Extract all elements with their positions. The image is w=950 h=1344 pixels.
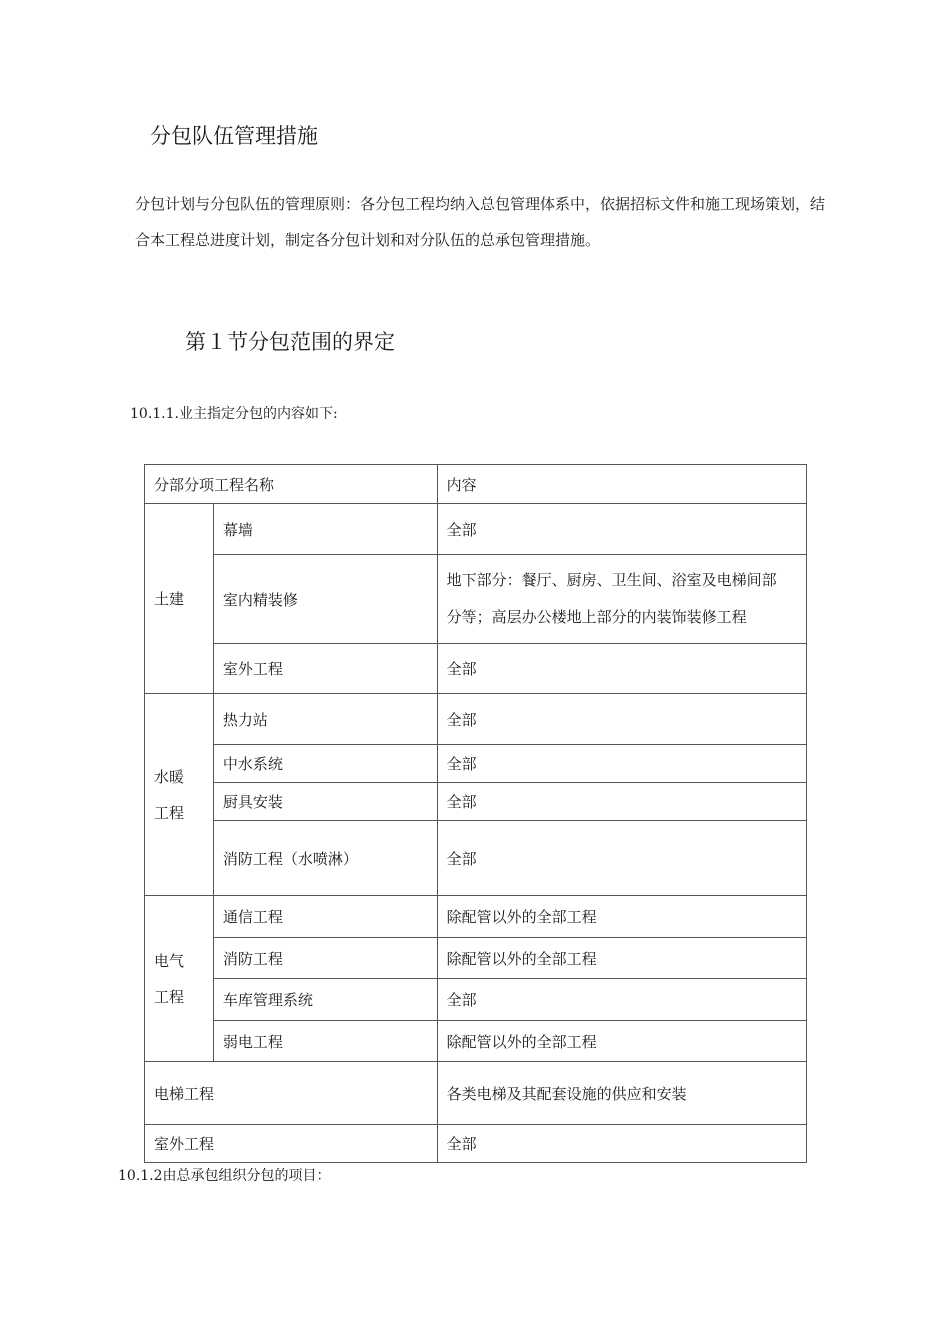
item-name-cell: 厨具安装 xyxy=(213,783,437,821)
table-row xyxy=(145,745,807,783)
item-content-cell: 全部 xyxy=(437,783,806,821)
table-row xyxy=(145,1021,807,1062)
table-row xyxy=(145,644,807,694)
item-name-cell: 消防工程 xyxy=(213,938,437,979)
table-row xyxy=(145,979,807,1021)
item-content-cell: 全部 xyxy=(437,745,806,783)
item-content-cell: 全部 xyxy=(437,644,806,694)
item-name-cell: 车库管理系统 xyxy=(213,979,437,1021)
item-name-cell: 热力站 xyxy=(213,694,437,745)
table-row xyxy=(145,555,807,644)
item-content-cell: 除配管以外的全部工程 xyxy=(437,938,806,979)
item-name-cell: 幕墙 xyxy=(213,504,437,555)
category-cell-plumbing xyxy=(145,694,214,896)
category-line: 工程 xyxy=(154,987,185,1006)
table-row xyxy=(145,504,807,555)
item-content-cell: 除配管以外的全部工程 xyxy=(437,896,806,938)
content-line: 分等；高层办公楼地上部分的内装饰装修工程 xyxy=(446,608,747,626)
category-line: 工程 xyxy=(154,803,185,822)
table-row xyxy=(145,896,807,938)
item-name-cell: 中水系统 xyxy=(213,745,437,783)
table-row xyxy=(145,821,807,896)
item-content-cell: 全部 xyxy=(437,979,806,1021)
item-content-cell: 全部 xyxy=(437,504,806,555)
category-line: 电气 xyxy=(154,951,185,970)
item-content-cell: 除配管以外的全部工程 xyxy=(437,1021,806,1062)
item-content-cell: 全部 xyxy=(437,1125,806,1163)
item-name-cell: 室内精装修 xyxy=(213,555,437,644)
table-row xyxy=(145,938,807,979)
page-heading: 分包队伍管理措施 xyxy=(150,124,318,148)
table-header-row xyxy=(145,465,807,504)
table-row xyxy=(145,1062,807,1125)
item-name-cell: 消防工程（水喷淋） xyxy=(213,821,437,896)
item-name-cell: 电梯工程 xyxy=(145,1062,438,1125)
intro-paragraph: 分包计划与分包队伍的管理原则：各分包工程均纳入总包管理体系中，依据招标文件和施工现场策划，结合本工程总进度计划，制定各分包计划和对分队伍的总承包管理措施。 xyxy=(135,195,826,249)
header-content-cell: 内容 xyxy=(437,465,806,504)
item-content-cell: 全部 xyxy=(437,821,806,896)
table-row xyxy=(145,694,807,745)
item-content-cell: 各类电梯及其配套设施的供应和安装 xyxy=(437,1062,806,1125)
item-content-cell: 全部 xyxy=(437,694,806,745)
subsection-1-label: 10.1.1.业主指定分包的内容如下: xyxy=(130,406,338,422)
category-cell-civil: 土建 xyxy=(145,504,214,694)
category-line: 水暖 xyxy=(154,767,185,786)
table-row xyxy=(145,783,807,821)
item-content-cell xyxy=(437,555,806,644)
subcontract-scope-table xyxy=(144,464,807,1163)
item-name-cell: 弱电工程 xyxy=(213,1021,437,1062)
subsection-2-label: 10.1.2由总承包组织分包的项目： xyxy=(118,1168,331,1184)
item-name-cell: 通信工程 xyxy=(213,896,437,938)
section-title: 第１节分包范围的界定 xyxy=(185,330,395,354)
content-line: 地下部分：餐厅、厨房、卫生间、浴室及电梯间部 xyxy=(446,571,777,589)
category-cell-electrical xyxy=(145,896,214,1062)
item-name-cell: 室外工程 xyxy=(145,1125,438,1163)
table-row xyxy=(145,1125,807,1163)
item-name-cell: 室外工程 xyxy=(213,644,437,694)
header-name-cell: 分部分项工程名称 xyxy=(145,465,438,504)
